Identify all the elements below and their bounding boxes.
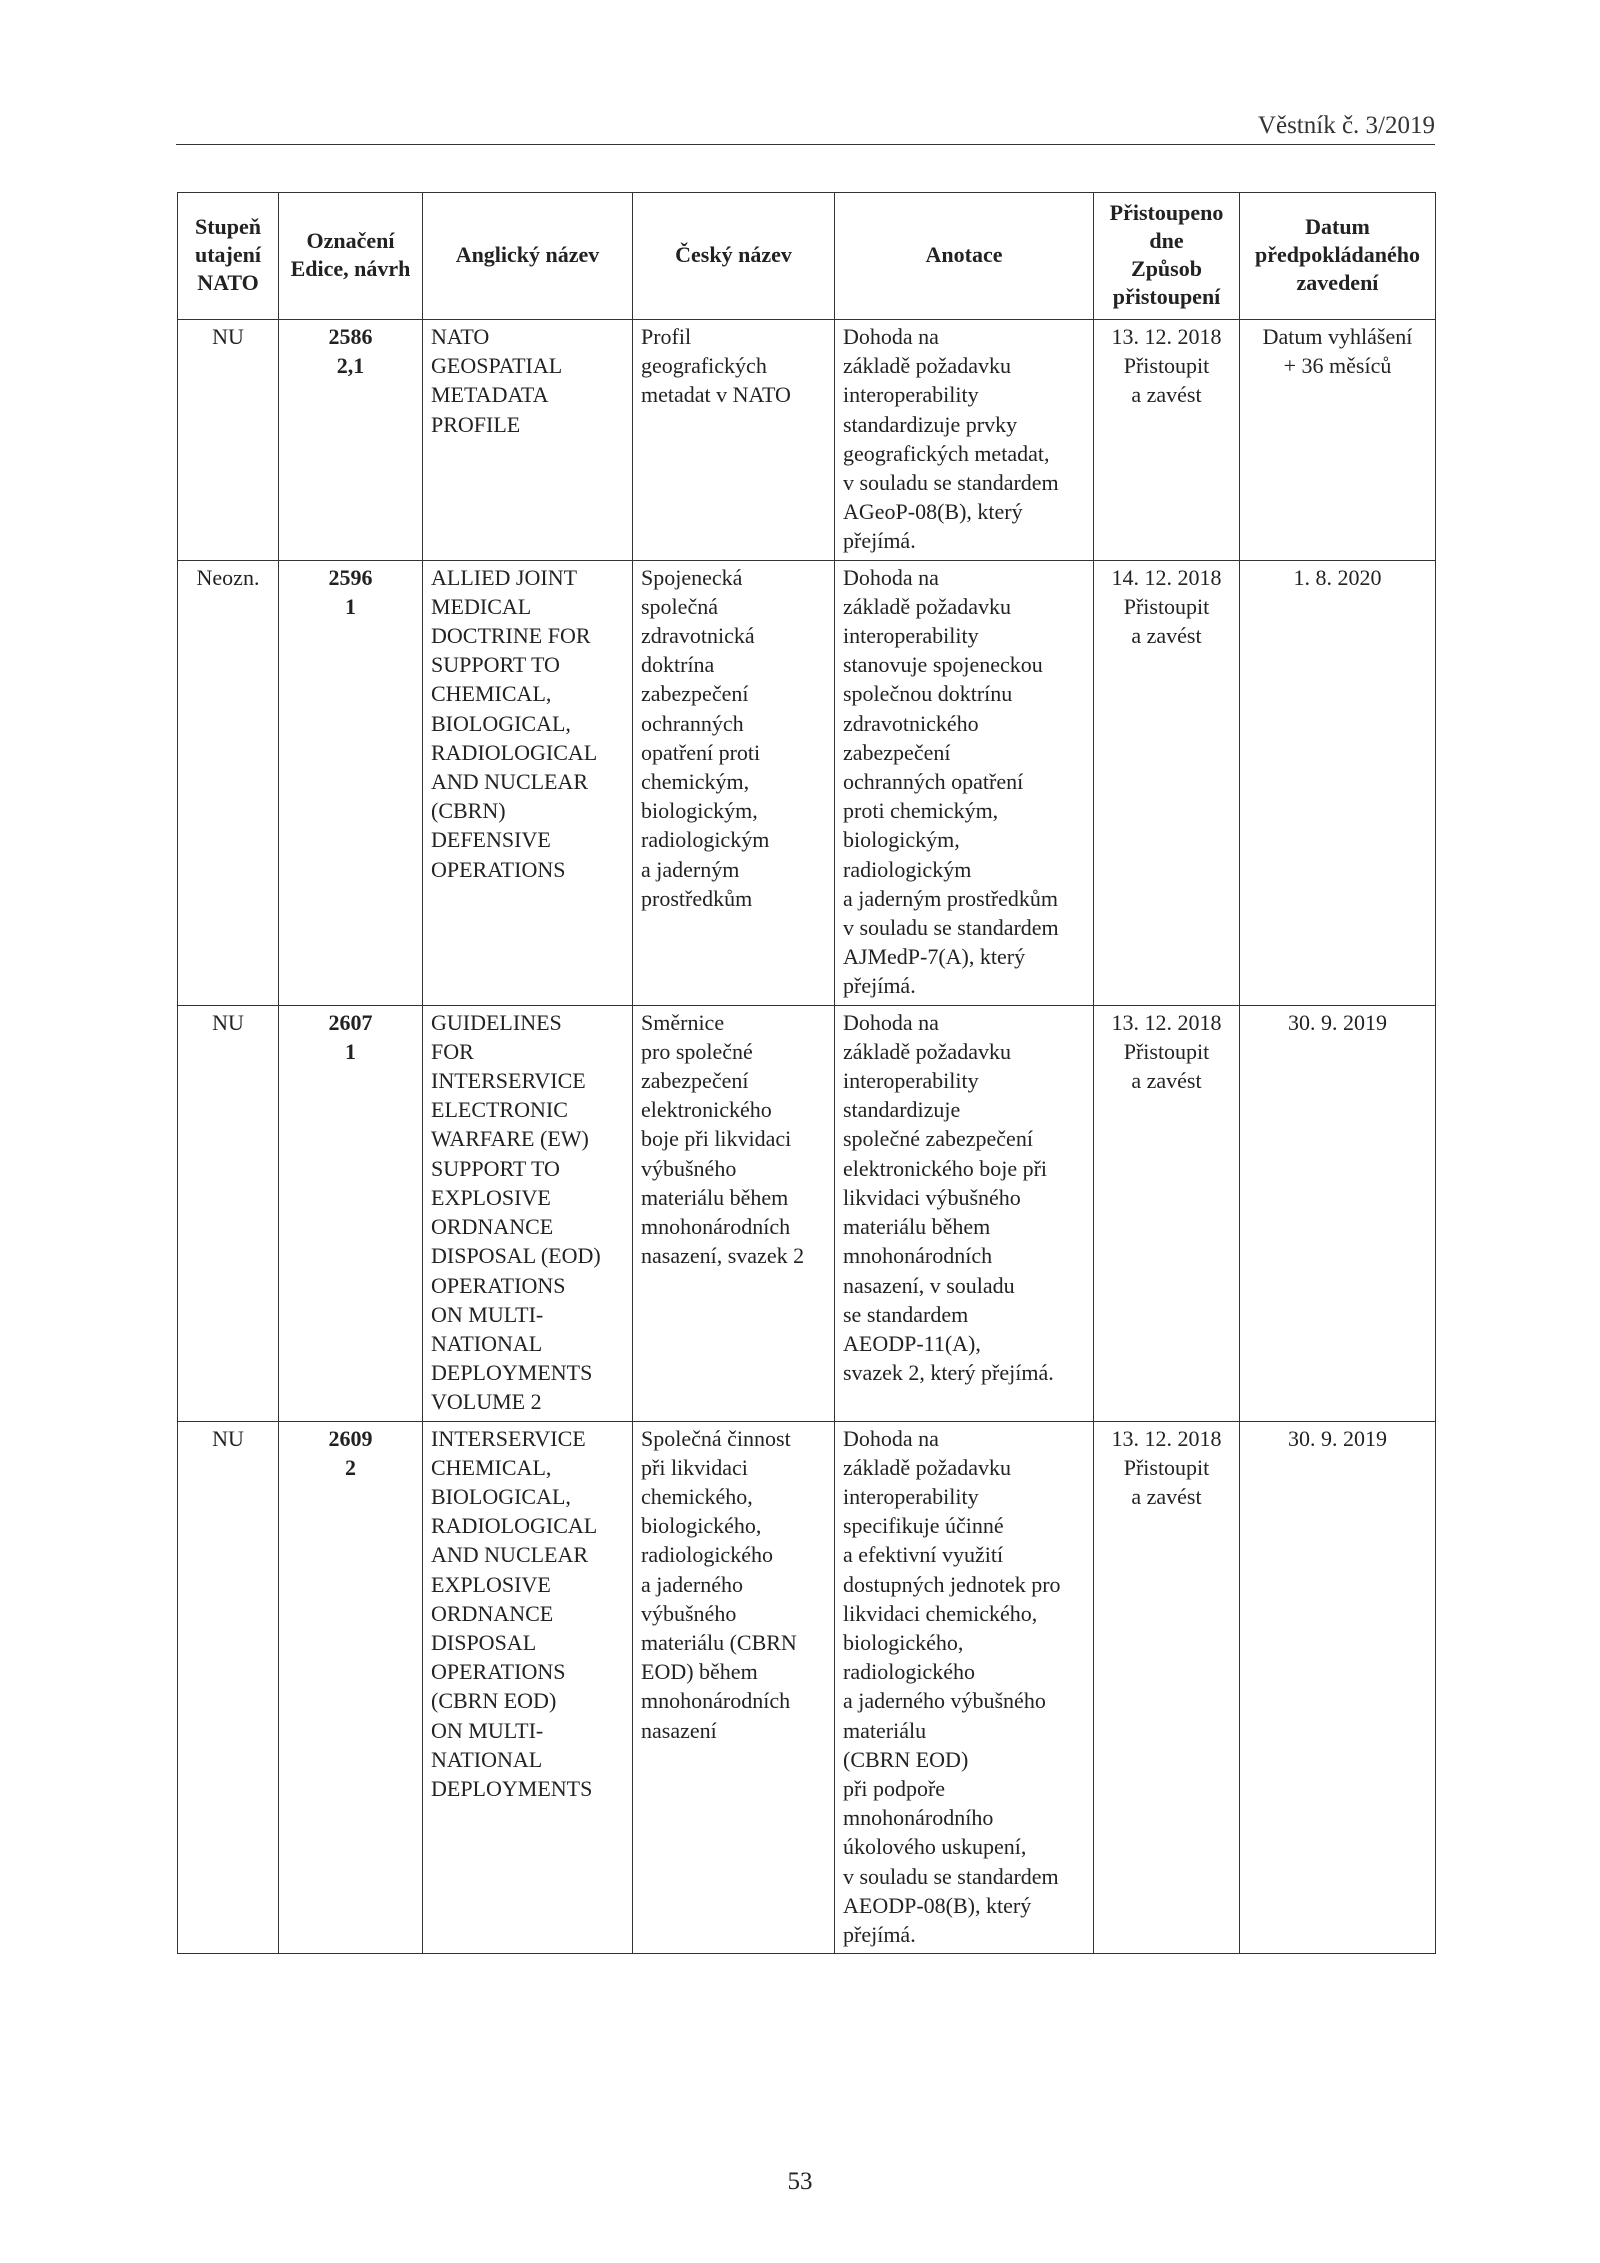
col-header-classification: Stupeň utajení NATO bbox=[178, 193, 279, 320]
col-header-czech-title: Český název bbox=[633, 193, 835, 320]
cell-annotation: Dohoda na základě požadavku interoperability standardizuje společné zabezpečení elektronického boje při likvidaci výbušného materiálu během mnohonárodních nasazení, v souladu se standardem AEODP-11(A), svazek 2, který přejímá. bbox=[835, 1005, 1094, 1421]
cell-classification: Neozn. bbox=[178, 560, 279, 1005]
cell-designation: 2586 2,1 bbox=[279, 320, 423, 561]
cell-english-title: INTERSERVICE CHEMICAL, BIOLOGICAL, RADIOLOGICAL AND NUCLEAR EXPLOSIVE ORDNANCE DISPOSAL OPERATIONS (CBRN EOD) ON MULTI- NATIONAL DEPLOYMENTS bbox=[423, 1421, 633, 1954]
cell-annotation: Dohoda na základě požadavku interoperability standardizuje prvky geografických metadat, v souladu se standardem AGeoP-08(B), který přejímá. bbox=[835, 320, 1094, 561]
cell-czech-title: Spojenecká společná zdravotnická doktrína zabezpečení ochranných opatření proti chemickým, biologickým, radiologickým a jaderným prostředkům bbox=[633, 560, 835, 1005]
page-number: 53 bbox=[787, 2168, 813, 2195]
cell-classification: NU bbox=[178, 1421, 279, 1954]
col-header-annotation: Anotace bbox=[835, 193, 1094, 320]
table-row bbox=[178, 1421, 1436, 1954]
cell-accession: 13. 12. 2018 Přistoupit a zavést bbox=[1094, 320, 1240, 561]
table-row bbox=[178, 1005, 1436, 1421]
cell-czech-title: Společná činnost při likvidaci chemického, biologického, radiologického a jaderného výbušného materiálu (CBRN EOD) během mnohonárodních nasazení bbox=[633, 1421, 835, 1954]
cell-designation: 2609 2 bbox=[279, 1421, 423, 1954]
cell-implementation-date: 30. 9. 2019 bbox=[1240, 1005, 1436, 1421]
standards-table bbox=[177, 192, 1436, 1954]
cell-accession: 14. 12. 2018 Přistoupit a zavést bbox=[1094, 560, 1240, 1005]
cell-accession: 13. 12. 2018 Přistoupit a zavést bbox=[1094, 1421, 1240, 1954]
cell-classification: NU bbox=[178, 320, 279, 561]
cell-implementation-date: 30. 9. 2019 bbox=[1240, 1421, 1436, 1954]
page-header-title: Věstník č. 3/2019 bbox=[1257, 112, 1435, 139]
col-header-english-title: Anglický název bbox=[423, 193, 633, 320]
cell-annotation: Dohoda na základě požadavku interoperability specifikuje účinné a efektivní využití dostupných jednotek pro likvidaci chemického, biologického, radiologického a jaderného výbušného materiálu (CBRN EOD) při podpoře mnohonárodního úkolového uskupení, v souladu se standardem AEODP-08(B), který přejímá. bbox=[835, 1421, 1094, 1954]
cell-classification: NU bbox=[178, 1005, 279, 1421]
table-row bbox=[178, 320, 1436, 561]
cell-accession: 13. 12. 2018 Přistoupit a zavést bbox=[1094, 1005, 1240, 1421]
header-divider bbox=[176, 144, 1435, 145]
cell-implementation-date: 1. 8. 2020 bbox=[1240, 560, 1436, 1005]
table-row bbox=[178, 560, 1436, 1005]
cell-czech-title: Profil geografických metadat v NATO bbox=[633, 320, 835, 561]
cell-english-title: ALLIED JOINT MEDICAL DOCTRINE FOR SUPPORT TO CHEMICAL, BIOLOGICAL, RADIOLOGICAL AND NUCLEAR (CBRN) DEFENSIVE OPERATIONS bbox=[423, 560, 633, 1005]
col-header-accession: Přistoupeno dne Způsob přistoupení bbox=[1094, 193, 1240, 320]
cell-implementation-date: Datum vyhlášení + 36 měsíců bbox=[1240, 320, 1436, 561]
cell-designation: 2596 1 bbox=[279, 560, 423, 1005]
cell-english-title: NATO GEOSPATIAL METADATA PROFILE bbox=[423, 320, 633, 561]
cell-english-title: GUIDELINES FOR INTERSERVICE ELECTRONIC WARFARE (EW) SUPPORT TO EXPLOSIVE ORDNANCE DISPOSAL (EOD) OPERATIONS ON MULTI- NATIONAL DEPLOYMENTS VOLUME 2 bbox=[423, 1005, 633, 1421]
cell-annotation: Dohoda na základě požadavku interoperability stanovuje spojeneckou společnou doktrínu zdravotnického zabezpečení ochranných opatření proti chemickým, biologickým, radiologickým a jaderným prostředkům v souladu se standardem AJMedP-7(A), který přejímá. bbox=[835, 560, 1094, 1005]
table-header-row bbox=[178, 193, 1436, 320]
cell-designation: 2607 1 bbox=[279, 1005, 423, 1421]
col-header-implementation-date: Datum předpokládaného zavedení bbox=[1240, 193, 1436, 320]
col-header-designation: Označení Edice, návrh bbox=[279, 193, 423, 320]
cell-czech-title: Směrnice pro společné zabezpečení elektronického boje při likvidaci výbušného materiálu během mnohonárodních nasazení, svazek 2 bbox=[633, 1005, 835, 1421]
